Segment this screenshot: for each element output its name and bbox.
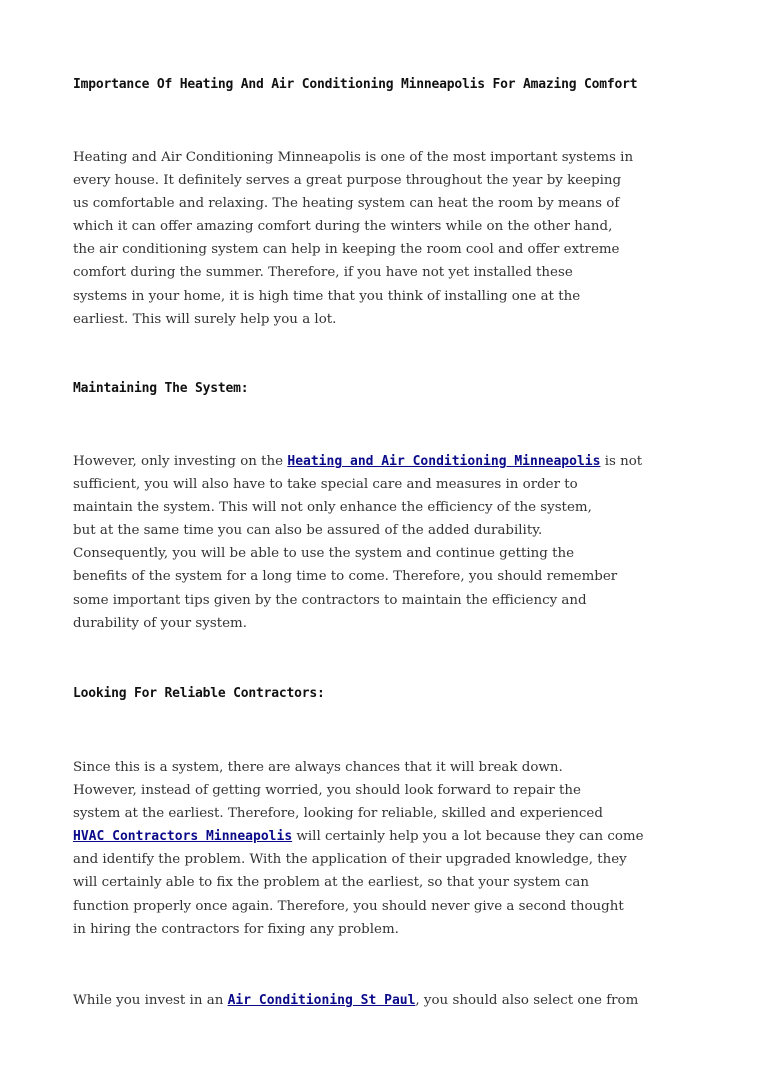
text-line: function properly once again. Therefore, you should never give a second thought bbox=[73, 898, 624, 914]
text-fragment: is not bbox=[600, 454, 643, 469]
intro-paragraph bbox=[73, 146, 698, 331]
text-line: maintain the system. This will not only enhance the efficiency of the system, bbox=[73, 500, 592, 516]
text-line: in hiring the contractors for fixing any problem. bbox=[73, 921, 399, 937]
text-line bbox=[73, 825, 698, 848]
text-line: earliest. This will surely help you a lot. bbox=[73, 311, 337, 327]
text-fragment: However, only investing on the bbox=[73, 454, 288, 469]
text-fragment: , you should also select one from bbox=[415, 993, 639, 1008]
text-line: and identify the problem. With the application of their upgraded knowledge, they bbox=[73, 852, 627, 868]
text-line: systems in your home, it is high time that you think of installing one at the bbox=[73, 288, 581, 304]
text-line: some important tips given by the contractors to maintain the efficiency and bbox=[73, 592, 587, 608]
text-line: us comfortable and relaxing. The heating system can heat the room by means of bbox=[73, 196, 620, 212]
link-hvac-contractors-minneapolis[interactable]: HVAC Contractors Minneapolis bbox=[73, 829, 293, 845]
contractors-paragraph bbox=[73, 756, 698, 941]
text-fragment: will certainly help you a lot because they can come bbox=[292, 829, 644, 845]
text-line: the air conditioning system can help in keeping the room cool and offer extreme bbox=[73, 242, 620, 258]
text-line: Heating and Air Conditioning Minneapolis is one of the most important systems in bbox=[73, 150, 634, 165]
text-line: will certainly able to fix the problem at the earliest, so that your system can bbox=[73, 875, 589, 891]
text-line: every house. It definitely serves a great purpose throughout the year by keeping bbox=[73, 173, 622, 189]
document-title: Importance Of Heating And Air Conditioning Minneapolis For Amazing Comfort bbox=[73, 77, 638, 92]
text-line: durability of your system. bbox=[73, 615, 247, 631]
text-line: However, instead of getting worried, you should look forward to repair the bbox=[73, 783, 581, 799]
section-heading-contractors: Looking For Reliable Contractors: bbox=[73, 686, 325, 701]
link-air-conditioning-st-paul[interactable]: Air Conditioning St Paul bbox=[227, 993, 416, 1008]
closing-paragraph bbox=[73, 989, 698, 1012]
text-line: benefits of the system for a long time to come. Therefore, you should remember bbox=[73, 569, 618, 585]
text-line: which it can offer amazing comfort during the winters while on the other hand, bbox=[73, 219, 613, 235]
maintaining-paragraph bbox=[73, 450, 698, 635]
text-line: comfort during the summer. Therefore, if you have not yet installed these bbox=[73, 265, 573, 281]
section-heading-maintaining: Maintaining The System: bbox=[73, 381, 249, 396]
text-line: but at the same time you can also be assured of the added durability. bbox=[73, 523, 543, 539]
text-line bbox=[73, 450, 698, 473]
text-line bbox=[73, 989, 698, 1012]
text-line: sufficient, you will also have to take special care and measures in order to bbox=[73, 477, 578, 493]
text-line: Since this is a system, there are always chances that it will break down. bbox=[73, 760, 563, 775]
text-line: system at the earliest. Therefore, looking for reliable, skilled and experienced bbox=[73, 806, 603, 822]
text-line: Consequently, you will be able to use the system and continue getting the bbox=[73, 546, 575, 562]
text-fragment: While you invest in an bbox=[73, 993, 228, 1008]
link-heating-ac-minneapolis[interactable]: Heating and Air Conditioning Minneapolis bbox=[287, 454, 601, 469]
